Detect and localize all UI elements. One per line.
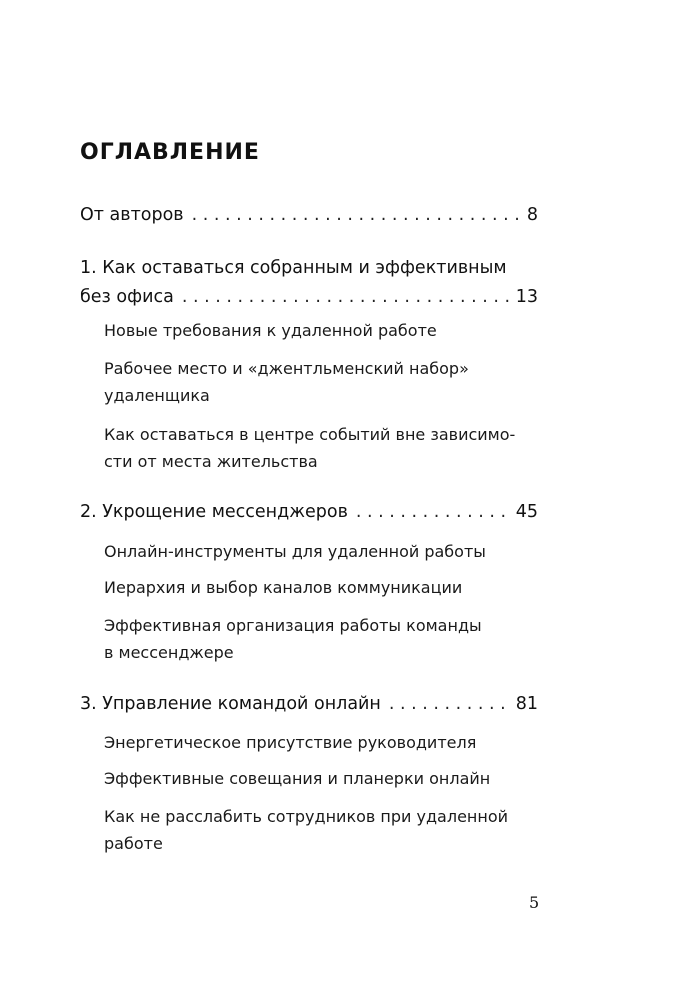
toc-entry-page: 13 xyxy=(515,287,538,307)
toc-subsection: Эффективные совещания и планерки онлайн xyxy=(104,769,491,788)
leader-dots xyxy=(192,203,521,227)
toc-entry-title: 3. Управление командой онлайн xyxy=(80,694,381,714)
toc-subsection: Как не расслабить сотрудников при удаленной xyxy=(104,807,509,826)
toc-subsection-cont: удаленщика xyxy=(104,386,210,405)
leader-dots xyxy=(356,500,510,524)
toc-entry-title: без офиса xyxy=(80,287,174,307)
toc-subsection: Иерархия и выбор каналов коммуникации xyxy=(104,578,463,597)
leader-dots xyxy=(389,692,510,716)
toc-subsection: Онлайн-инструменты для удаленной работы xyxy=(104,542,486,561)
toc-subsection: Новые требования к удаленной работе xyxy=(104,321,437,340)
toc-entry-page: 81 xyxy=(515,694,538,714)
toc-entry-authors[interactable] xyxy=(80,203,538,227)
toc-entry-page: 8 xyxy=(526,205,538,225)
toc-entry-title: 2. Укрощение мессенджеров xyxy=(80,502,348,522)
toc-chapter-1-title-line1[interactable]: 1. Как оставаться собранным и эффективным xyxy=(80,258,507,278)
toc-subsection-cont: сти от места жительства xyxy=(104,452,318,471)
page-title: ОГЛАВЛЕНИЕ xyxy=(80,140,260,165)
toc-subsection: Рабочее место и «джентльменский набор» xyxy=(104,359,469,378)
toc-chapter-3[interactable] xyxy=(80,692,538,716)
toc-entry-page: 45 xyxy=(515,502,538,522)
toc-subsection: Эффективная организация работы команды xyxy=(104,616,482,635)
toc-chapter-2[interactable] xyxy=(80,500,538,524)
toc-subsection: Энергетическое присутствие руководителя xyxy=(104,733,477,752)
leader-dots xyxy=(182,285,510,309)
toc-chapter-1[interactable] xyxy=(80,285,538,309)
page-number: 5 xyxy=(529,893,540,912)
toc-subsection-cont: в мессенджере xyxy=(104,643,234,662)
toc-entry-title: От авторов xyxy=(80,205,184,225)
toc-subsection: Как оставаться в центре событий вне зависимо- xyxy=(104,425,516,444)
toc-subsection-cont: работе xyxy=(104,834,163,853)
